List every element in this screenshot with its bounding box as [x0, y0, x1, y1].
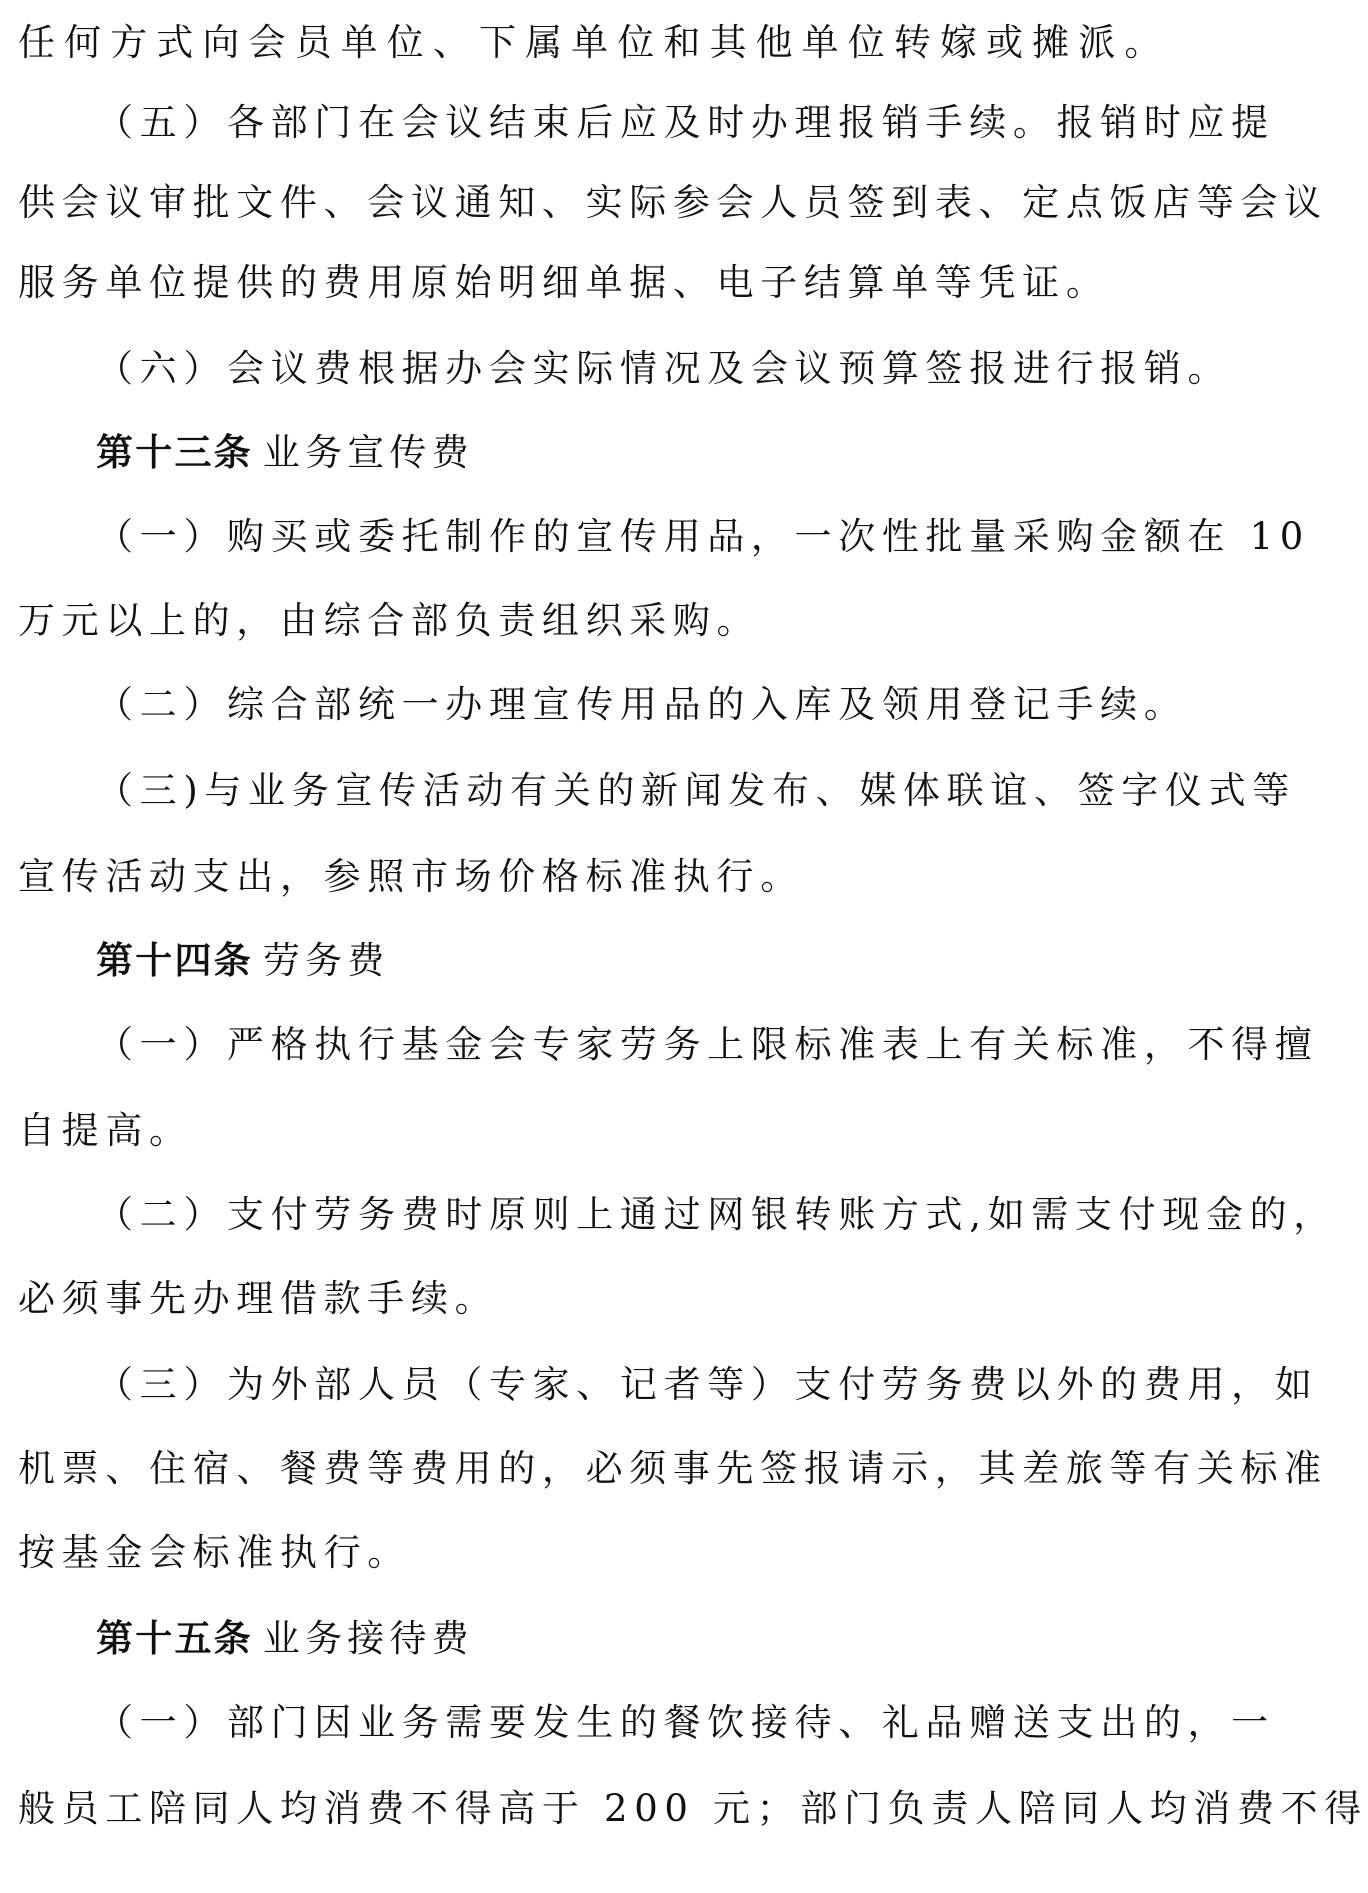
paragraph-line: 按基金会标准执行。 — [18, 1531, 411, 1574]
paragraph-line: 般员工陪同人均消费不得高于 200 元；部门负责人陪同人均消费不得 — [18, 1787, 1368, 1830]
paragraph-line: 服务单位提供的费用原始明细单据、电子结算单等凭证。 — [18, 261, 1110, 304]
article-number: 第十四条 — [96, 939, 253, 982]
paragraph-line: 供会议审批文件、会议通知、实际参会人员签到表、定点饭店等会议 — [18, 181, 1328, 224]
paragraph-line: （六）会议费根据办会实际情况及会议预算签报进行报销。 — [96, 347, 1232, 390]
paragraph-line: （五）各部门在会议结束后应及时办理报销手续。报销时应提 — [96, 101, 1275, 144]
article-number: 第十五条 — [96, 1617, 253, 1660]
article-title: 业务宣传费 — [262, 431, 474, 474]
paragraph-line: （一）部门因业务需要发生的餐饮接待、礼品赠送支出的，一 — [96, 1701, 1275, 1744]
article-heading — [18, 410, 1168, 496]
paragraph-line: 机票、住宿、餐费等费用的，必须事先签报请示，其差旅等有关标准 — [18, 1447, 1328, 1490]
paragraph-line: （三）为外部人员（专家、记者等）支付劳务费以外的费用，如 — [96, 1363, 1319, 1406]
paragraph-line: 必须事先办理借款手续。 — [18, 1277, 499, 1320]
paragraph-line: （一）购买或委托制作的宣传用品，一次性批量采购金额在 10 — [96, 515, 1310, 558]
paragraph-line: 任何方式向会员单位、下属单位和其他单位转嫁或摊派。 — [18, 21, 1168, 64]
paragraph-line: 宣传活动支出，参照市场价格标准执行。 — [18, 855, 804, 898]
article-number: 第十三条 — [96, 431, 253, 474]
article-heading — [18, 918, 1168, 1004]
paragraph-line: 万元以上的，由综合部负责组织采购。 — [18, 599, 761, 642]
paragraph-line: （三)与业务宣传活动有关的新闻发布、媒体联谊、签字仪式等 — [96, 769, 1296, 812]
article-heading — [18, 1596, 1168, 1682]
paragraph-line: （一）严格执行基金会专家劳务上限标准表上有关标准，不得擅 — [96, 1023, 1319, 1066]
article-title: 劳务费 — [262, 939, 390, 982]
paragraph-line: （二）支付劳务费时原则上通过网银转账方式,如需支付现金的， — [96, 1193, 1337, 1236]
article-title: 业务接待费 — [262, 1617, 474, 1660]
paragraph-line: 自提高。 — [18, 1109, 193, 1152]
paragraph-line: （二）综合部统一办理宣传用品的入库及领用登记手续。 — [96, 683, 1188, 726]
